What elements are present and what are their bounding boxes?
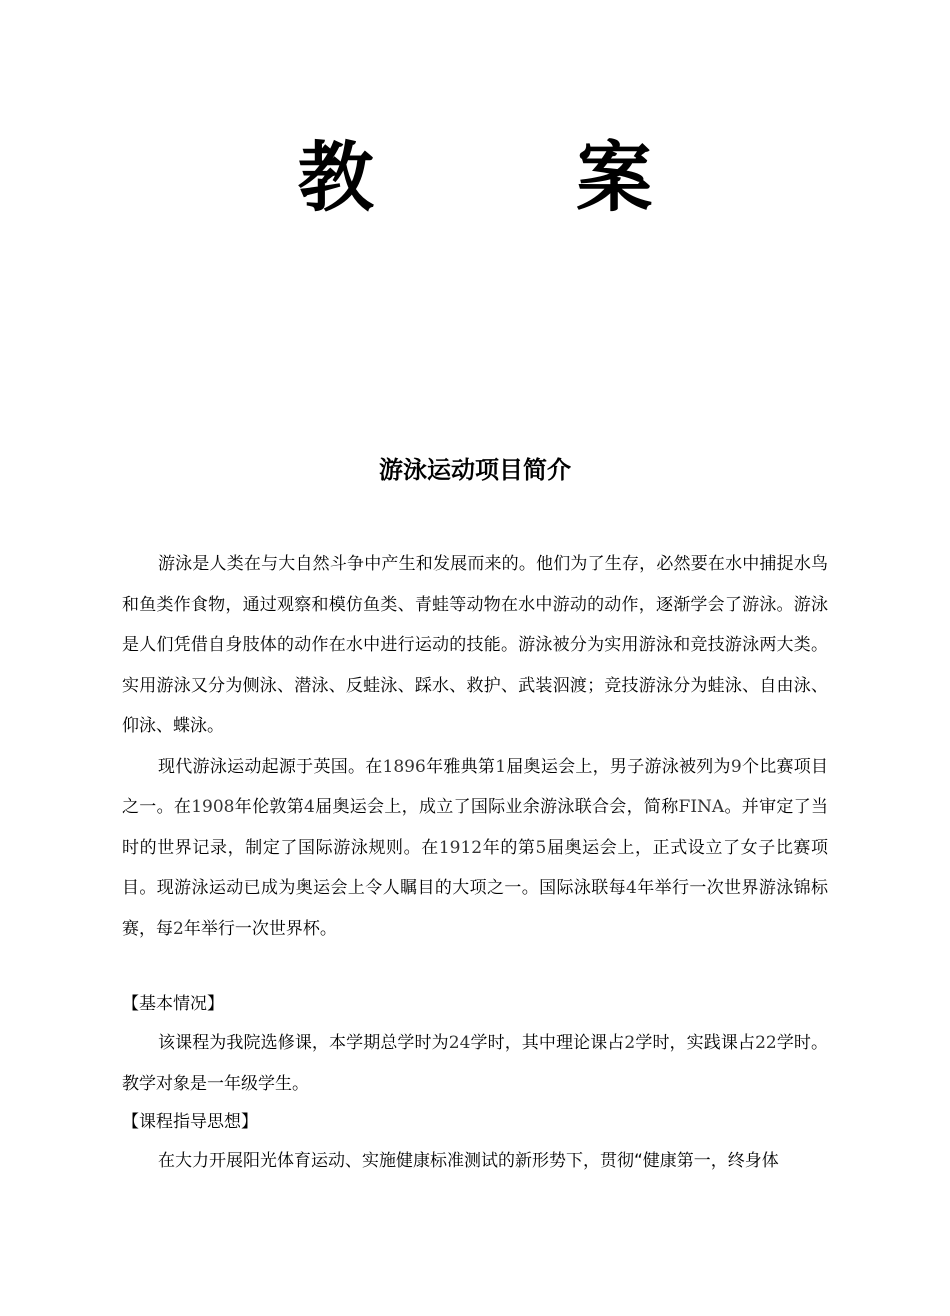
intro-section <box>122 544 828 949</box>
course-info-section <box>122 986 828 1182</box>
main-title: 教 案 <box>297 133 741 222</box>
basic-info-paragraph: 该课程为我院选修课，本学期总学时为24学时，其中理论课占2学时，实践课占22学时。教学对象是一年级学生。 <box>122 1033 829 1094</box>
intro-paragraph-1: 游泳是人类在与大自然斗争中产生和发展而来的。他们为了生存，必然要在水中捕捉水鸟和鱼类作食物，通过观察和模仿鱼类、青蛙等动物在水中游动的动作，逐渐学会了游泳。游泳是人们凭借自身肢体的动作在水中进行运动的技能。游泳被分为实用游泳和竞技游泳两大类。实用游泳又分为侧泳、潜泳、反蛙泳、踩水、救护、武装泅渡；竞技游泳分为蛙泳、自由泳、仰泳、蝶泳。 <box>122 554 828 736</box>
section-title: 游泳运动项目简介 <box>379 456 571 484</box>
basic-info-heading: 【基本情况】 <box>122 994 224 1014</box>
guide-paragraph: 在大力开展阳光体育运动、实施健康标准测试的新形势下，贯彻“健康第一，终身体 <box>158 1151 779 1171</box>
intro-paragraph-2: 现代游泳运动起源于英国。在1896年雅典第1届奥运会上，男子游泳被列为9个比赛项目之一。在1908年伦敦第4届奥运会上，成立了国际业余游泳联合会，简称FINA。并审定了当时的世界记录，制定了国际游泳规则。在1912年的第5届奥运会上，正式设立了女子比赛项目。现游泳运动已成为奥运会上令人瞩目的大项之一。国际泳联每4年举行一次世界游泳锦标赛，每2年举行一次世界杯。 <box>122 756 829 939</box>
guide-heading: 【课程指导思想】 <box>122 1112 258 1132</box>
